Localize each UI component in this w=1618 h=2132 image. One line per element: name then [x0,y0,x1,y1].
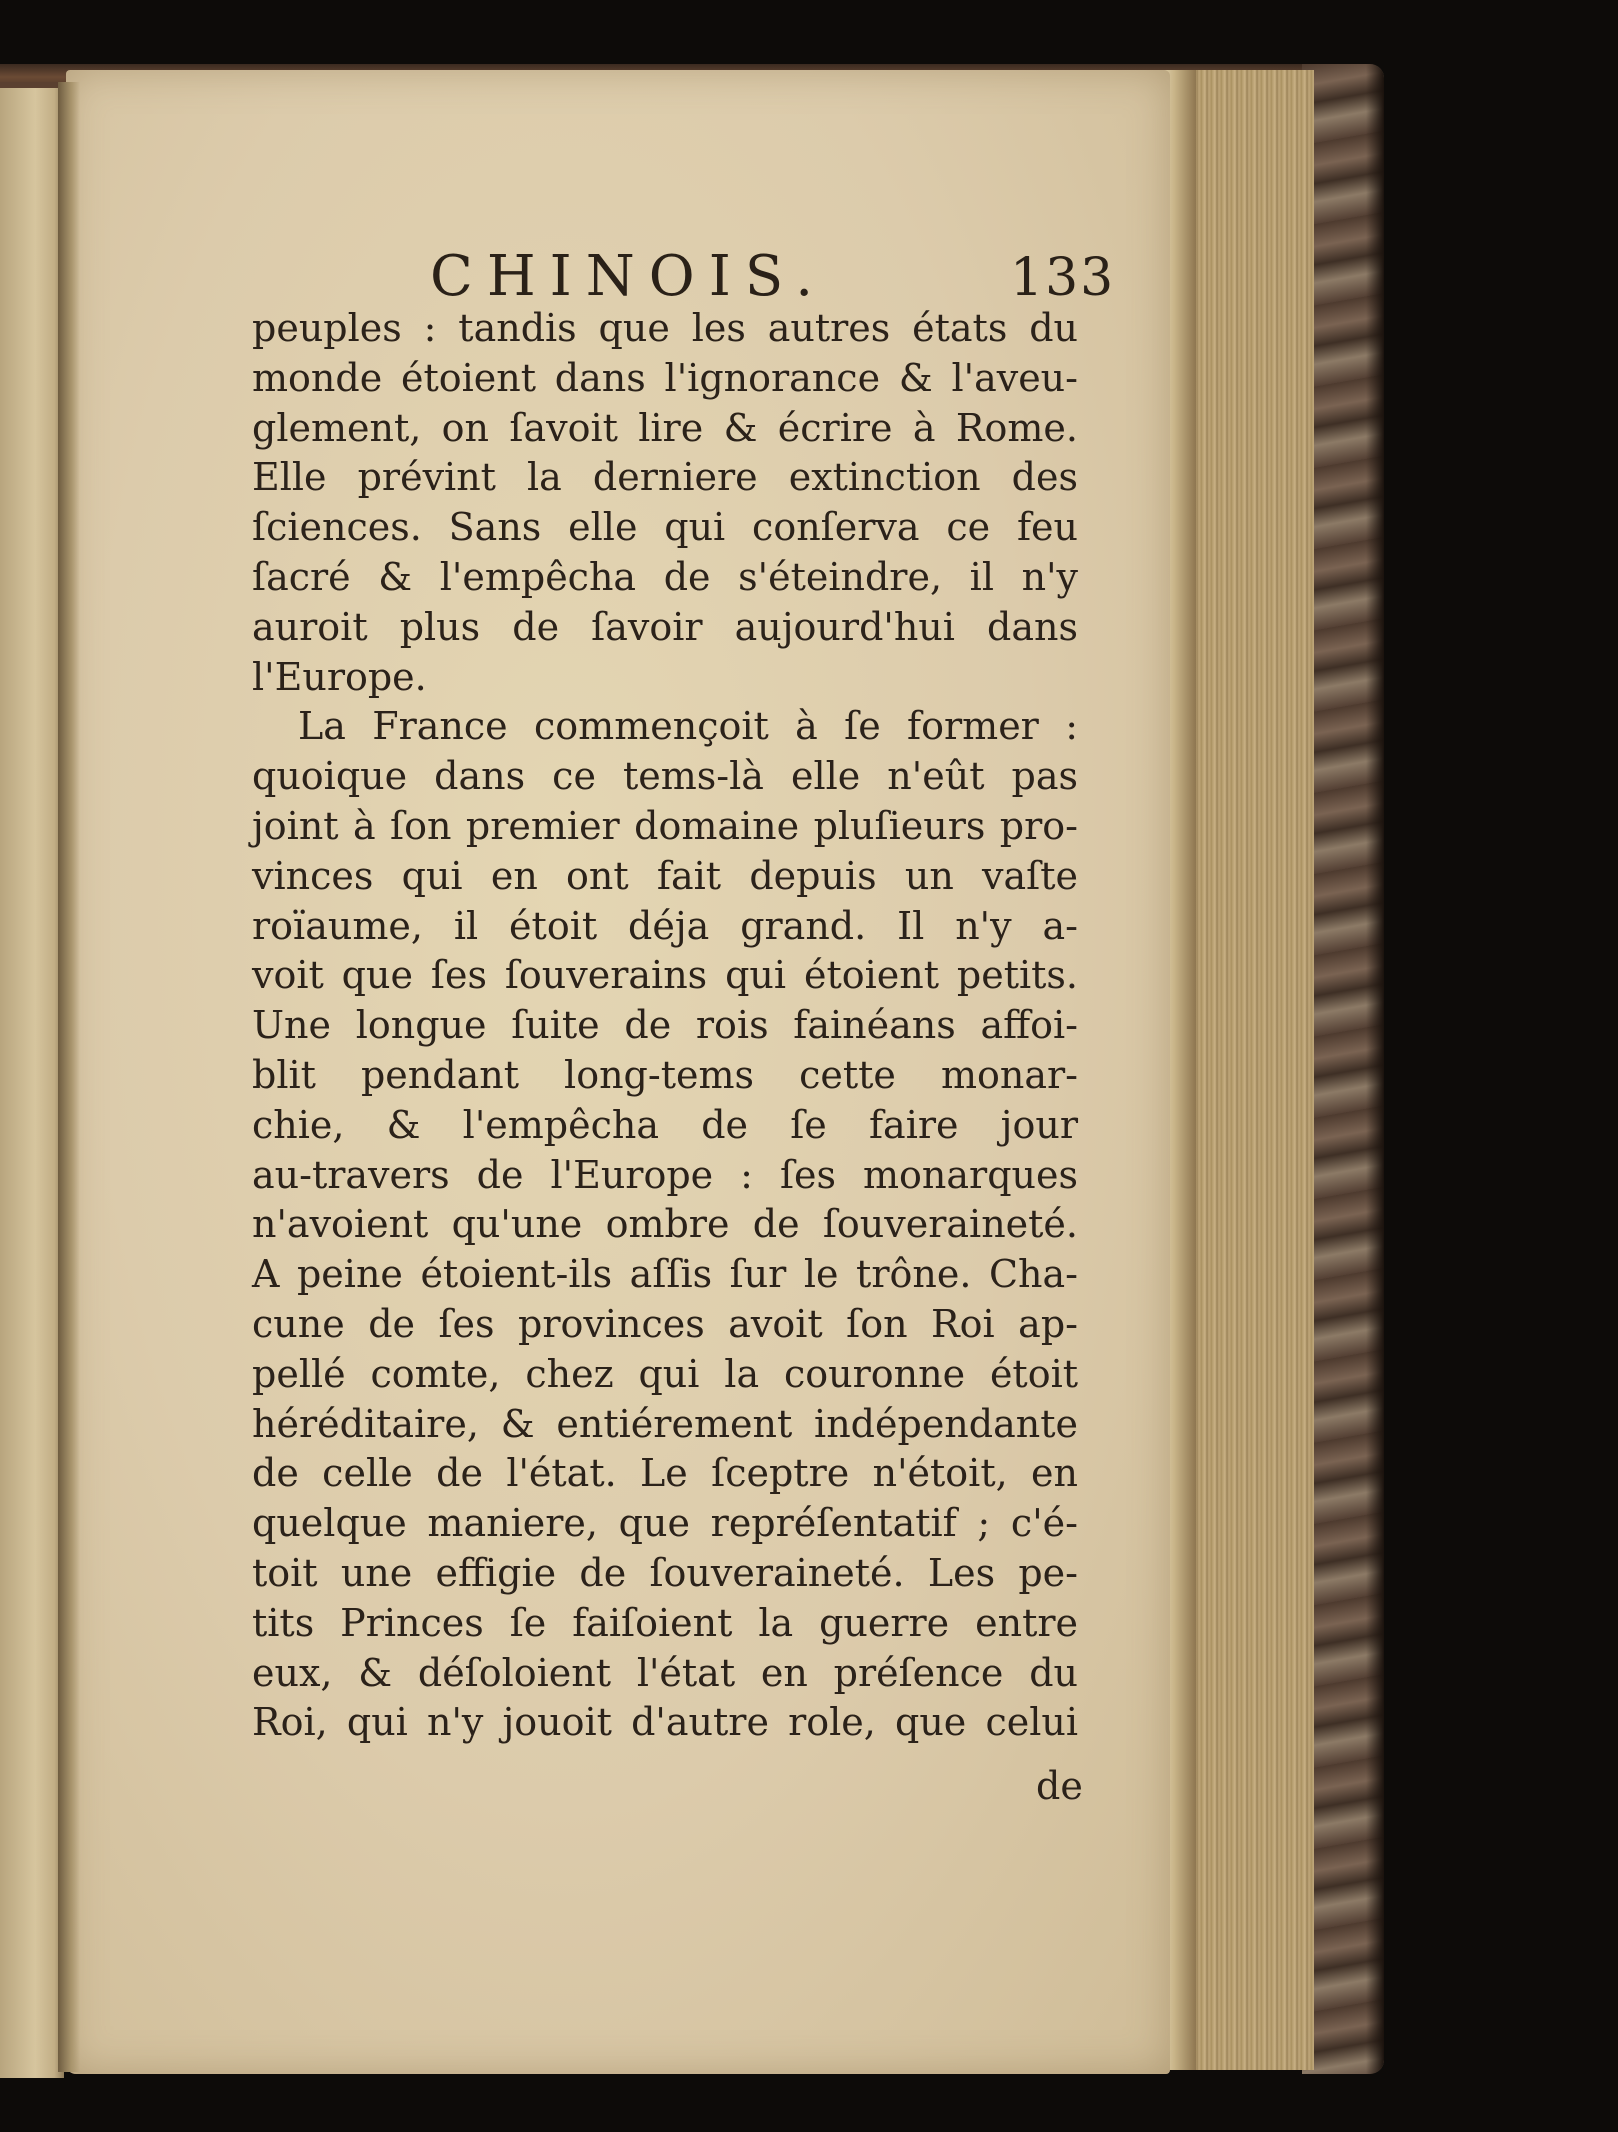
running-head: CHINOIS. [430,244,828,309]
page-gutter [58,82,80,2072]
text-line: roïaume, il étoit déja grand. Il n'y a- [252,903,1078,948]
text-line: quoique dans ce tems-là elle n'eût pas [252,754,1078,799]
text-line: Une longue ſuite de rois fainéans affoi- [252,1003,1078,1048]
text-line: pellé comte, chez qui la couronne étoit [252,1351,1078,1396]
facing-page-edge [0,82,64,2078]
text-line: l'Europe. [252,654,427,699]
text-line: toit une effigie de ſouveraineté. Les pe- [252,1550,1078,1595]
text-line: joint à ſon premier domaine pluſieurs pro- [252,803,1078,848]
text-line: n'avoient qu'une ombre de ſouveraineté. [252,1202,1078,1247]
text-line: chie, & l'empêcha de ſe faire jour [252,1102,1078,1147]
text-line: monde étoient dans l'ignorance & l'aveu- [252,355,1078,400]
text-line: A peine étoient-ils aſſis ſur le trône. Cha- [252,1252,1078,1297]
text-line: glement, on ſavoit lire & écrire à Rome. [252,405,1078,450]
text-line: eux, & déſoloient l'état en préſence du [252,1650,1078,1695]
text-line: blit pendant long-tems cette monar- [252,1052,1078,1097]
page-number: 133 [1010,248,1116,308]
text-block [252,304,1078,1748]
text-line: ſciences. Sans elle qui conſerva ce feu [252,505,1078,550]
text-line: voit que ſes ſouverains qui étoient petits. [252,953,1078,998]
text-line: héréditaire, & entiérement indépendante [252,1401,1078,1446]
text-line: Elle prévint la derniere extinction des [252,455,1078,500]
text-line: Roi, qui n'y jouoit d'autre role, que celui [252,1700,1078,1745]
text-line: La France commençoit à ſe former : [298,704,1078,749]
text-line: de celle de l'état. Le ſceptre n'étoit, en [252,1451,1078,1496]
book-cover-edge [1302,64,1384,2074]
text-line: auroit plus de ſavoir aujourd'hui dans [252,604,1078,649]
text-line: cune de ſes provinces avoit ſon Roi ap- [252,1301,1078,1346]
text-line: ſacré & l'empêcha de s'éteindre, il n'y [252,554,1078,599]
text-line: tits Princes ſe faiſoient la guerre entre [252,1600,1078,1645]
text-line: au-travers de l'Europe : ſes monarques [252,1152,1078,1197]
text-line: vinces qui en ont fait depuis un vaſte [252,853,1078,898]
text-line: quelque maniere, que repréſentatif ; c'é- [252,1501,1078,1546]
catchword: de [1036,1764,1083,1808]
text-line: peuples : tandis que les autres états du [252,306,1078,350]
